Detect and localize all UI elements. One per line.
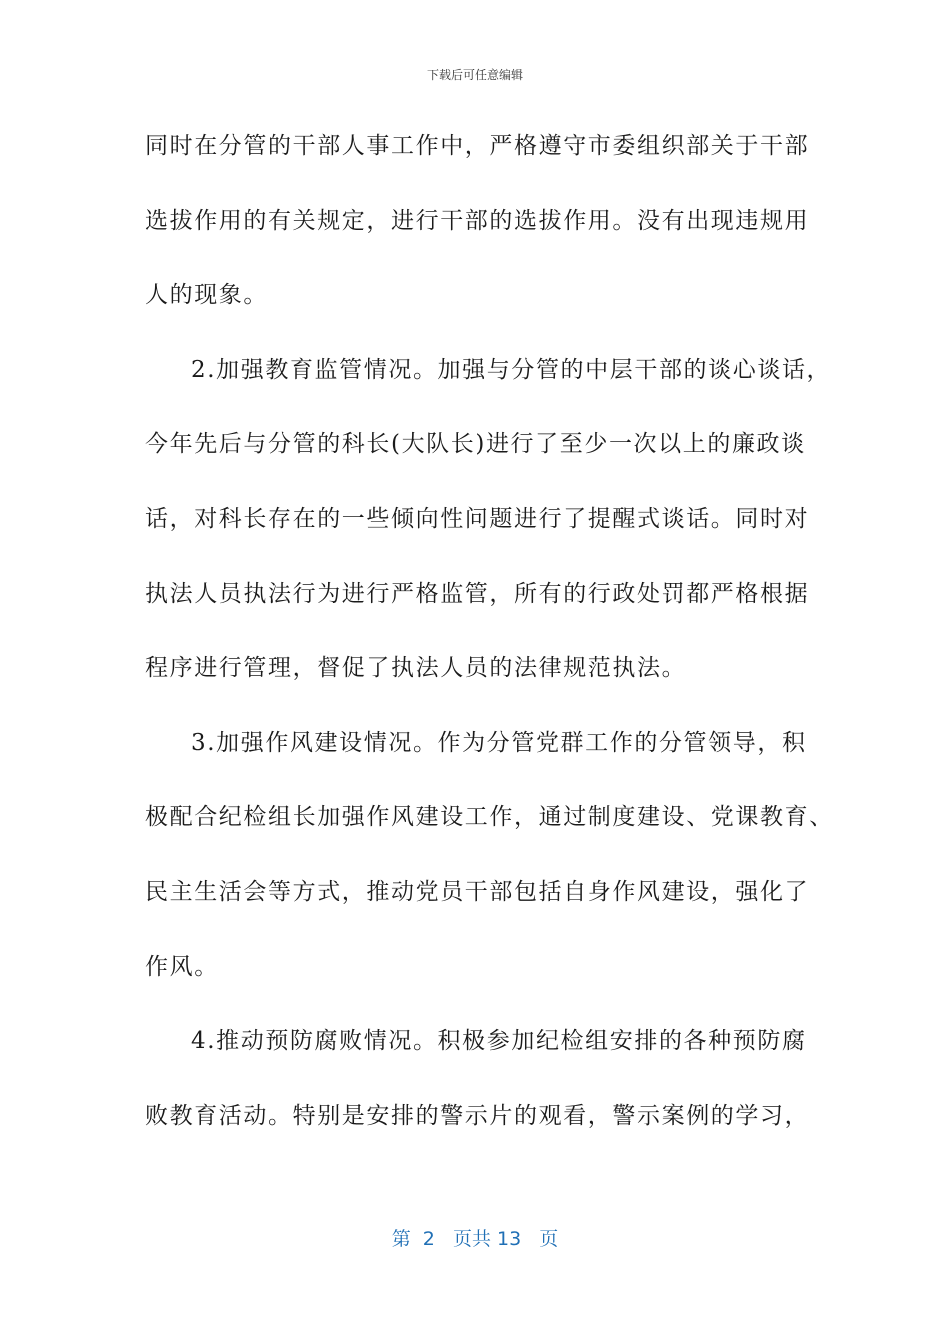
text-line: 人的现象。 bbox=[145, 282, 268, 309]
paragraph-start-line: 4.推动预防腐败情况。积极参加纪检组安排的各种预防腐 bbox=[191, 1028, 807, 1055]
text-line: 败教育活动。特别是安排的警示片的观看，警示案例的学习， bbox=[145, 1102, 810, 1129]
paragraph-start-line: 2.加强教育监管情况。加强与分管的中层干部的谈心谈话， bbox=[191, 356, 832, 383]
document-body bbox=[145, 124, 834, 1168]
paragraph-start-line: 3.加强作风建设情况。作为分管党群工作的分管领导，积 bbox=[191, 729, 807, 756]
text-line: 程序进行管理，督促了执法人员的法律规范执法。 bbox=[145, 655, 687, 682]
text-line: 选拔作用的有关规定，进行干部的选拔作用。没有出现违规用 bbox=[145, 207, 810, 234]
text-line: 今年先后与分管的科长(大队长)进行了至少一次以上的廉政谈 bbox=[145, 431, 806, 458]
text-line: 话，对科长存在的一些倾向性问题进行了提醒式谈话。同时对 bbox=[145, 505, 810, 532]
text-line: 民主生活会等方式，推动党员干部包括自身作风建设，强化了 bbox=[145, 878, 810, 905]
text-line: 同时在分管的干部人事工作中，严格遵守市委组织部关于干部 bbox=[145, 133, 810, 159]
page-number-footer: 第 2 页共 13 页 bbox=[391, 1228, 559, 1250]
text-line: 极配合纪检组长加强作风建设工作，通过制度建设、党课教育、 bbox=[145, 804, 834, 831]
text-line: 执法人员执法行为进行严格监管，所有的行政处罚都严格根据 bbox=[145, 580, 810, 607]
text-line: 作风。 bbox=[145, 953, 219, 980]
page-header: 下载后可任意编辑 bbox=[426, 68, 523, 82]
